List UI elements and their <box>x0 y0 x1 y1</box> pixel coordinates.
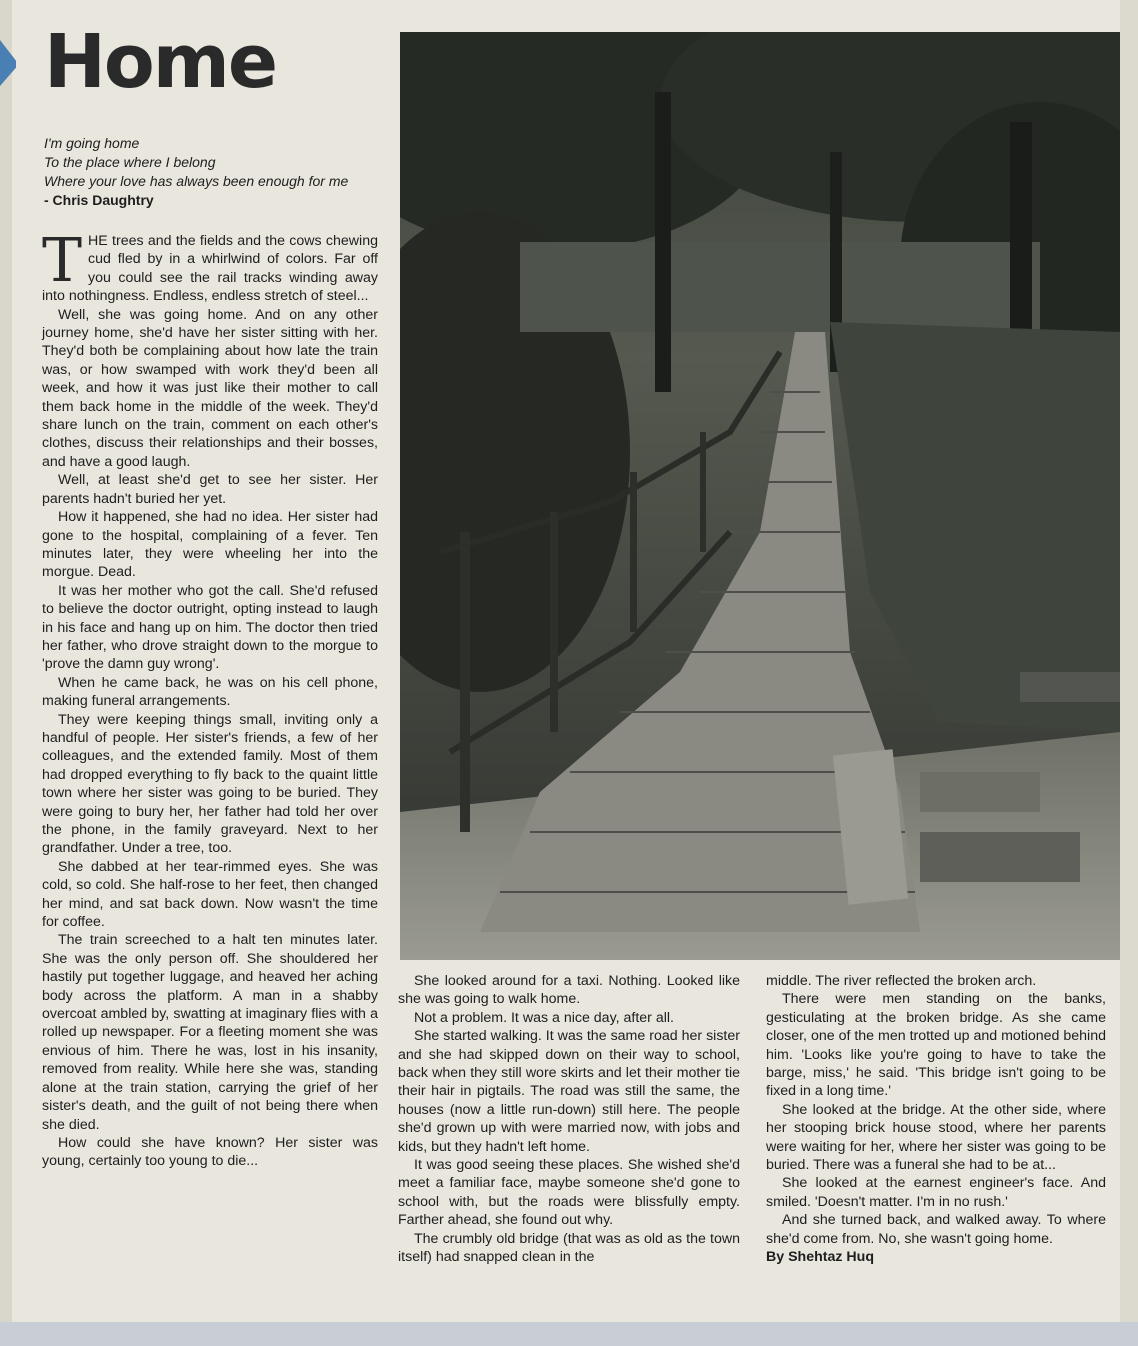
article-column-1 <box>42 226 378 1171</box>
paragraph-text: HE trees and the fields and the cows chewing cud fled by in a whirlwind of colors. Far off you could see the rail tracks winding away into nothingness. Endless, endless stretch of steel... <box>42 233 378 305</box>
article-paragraph: And she turned back, and walked away. To where she'd come from. No, she wasn't going home. <box>766 1212 1106 1247</box>
page-title: Home <box>44 19 277 105</box>
article-column-2 <box>398 972 740 1267</box>
drop-cap: T <box>42 226 83 296</box>
article-paragraph: She looked at the earnest engineer's face. And smiled. 'Doesn't matter. I'm in no rush.' <box>766 1175 1106 1210</box>
epigraph <box>44 134 394 210</box>
article-paragraph: She started walking. It was the same road her sister and she had skipped down on their way to school, back when they still wore skirts and let their mother tie their hair in pigtails. The road was still the same, the houses (now a little run-down) still here. The people she'd grown up with were married now, with jobs and kids, but they hadn't left home. <box>398 1028 740 1155</box>
article-paragraph: The train screeched to a halt ten minutes later. She was the only person off. She shouldered her hastily put together luggage, and heaved her aching body across the platform. A man in a shabby overcoat ambled by, swatting at imaginary flies with a rolled up newspaper. For a fleeting moment she was envious of him. There he was, lost in his insanity, removed from reality. While here she was, standing alone at the train station, carrying the grief of her sister's death, and the guilt of not being there when she died. <box>42 932 378 1133</box>
article-paragraph: The crumbly old bridge (that was as old as the town itself) had snapped clean in the <box>398 1230 740 1266</box>
article-paragraph: Not a problem. It was a nice day, after all. <box>414 1009 674 1026</box>
byline: By Shehtaz Huq <box>766 1249 874 1266</box>
article-paragraph: It was her mother who got the call. She'd refused to believe the doctor outright, opting instead to laugh in his face and hang up on him. The doctor then tried her father, who drove straight down to the morgue to 'prove the damn guy wrong'. <box>42 582 378 673</box>
article-paragraph: She dabbed at her tear-rimmed eyes. She was cold, so cold. She half-rose to her feet, then changed her mind, and sat back down. Now wasn't the time for coffee. <box>42 858 378 931</box>
article-paragraph: She looked at the bridge. At the other side, where her stooping brick house stood, where her parents were waiting for her, where her sister was going to be buried. There was a funeral she had to be at... <box>766 1101 1106 1174</box>
article-paragraph: She looked around for a taxi. Nothing. Looked like she was going to walk home. <box>398 973 740 1008</box>
page-edge <box>0 0 12 1346</box>
epigraph-line: Where your love has always been enough for me <box>44 173 349 189</box>
article-paragraph: Well, at least she'd get to see her sister. Her parents hadn't buried her yet. <box>42 472 378 507</box>
article-paragraph: There were men standing on the banks, gesticulating at the broken bridge. As she came closer, one of the men trotted up and motioned behind him. 'Looks like you're going to have to take the barge, miss,' he said. 'This bridge isn't going to be fixed in a long time.' <box>766 991 1106 1100</box>
article-paragraph <box>42 226 378 306</box>
article-paragraph: How could she have known? Her sister was young, certainly too young to die... <box>42 1134 378 1170</box>
article-column-3 <box>766 972 1106 1267</box>
bridge-photo <box>400 32 1120 960</box>
page-bottom-strip <box>0 1322 1138 1346</box>
epigraph-credit: - Chris Daughtry <box>44 192 154 208</box>
page-edge-right <box>1120 0 1138 1346</box>
article-paragraph: They were keeping things small, inviting only a handful of people. Her sister's friends, a few of her colleagues, and the extended family. Most of them had dropped everything to fly back to the quaint little town where her sister was going to be buried. They were going to bury her, her father had told her over the phone, in the family graveyard. Next to her grandfather. Under a tree, too. <box>42 711 378 857</box>
epigraph-line: To the place where I belong <box>44 154 216 170</box>
article-paragraph: It was good seeing these places. She wished she'd meet a familiar face, maybe someone she'd gone to school with, but the roads were blissfully empty. Farther ahead, she found out why. <box>398 1157 740 1229</box>
article-paragraph: middle. The river reflected the broken arch. <box>766 973 1037 989</box>
article-paragraph: When he came back, he was on his cell phone, making funeral arrangements. <box>42 674 378 710</box>
bridge-photo-illustration <box>400 32 1120 960</box>
article-paragraph: Well, she was going home. And on any other journey home, she'd have her sister sitting with her. They'd both be complaining about how late the train was, or how swamped with work they'd been all week, and how it was just like their mother to call them back home in the middle of the week. They'd share lunch on the train, comment on each other's clothes, discuss their relationships and their bosses, and have a good laugh. <box>42 306 378 470</box>
epigraph-line: I'm going home <box>44 135 140 151</box>
article-paragraph: How it happened, she had no idea. Her sister had gone to the hospital, complaining of a fever. Ten minutes later, they were wheeling her into the morgue. Dead. <box>42 509 378 581</box>
